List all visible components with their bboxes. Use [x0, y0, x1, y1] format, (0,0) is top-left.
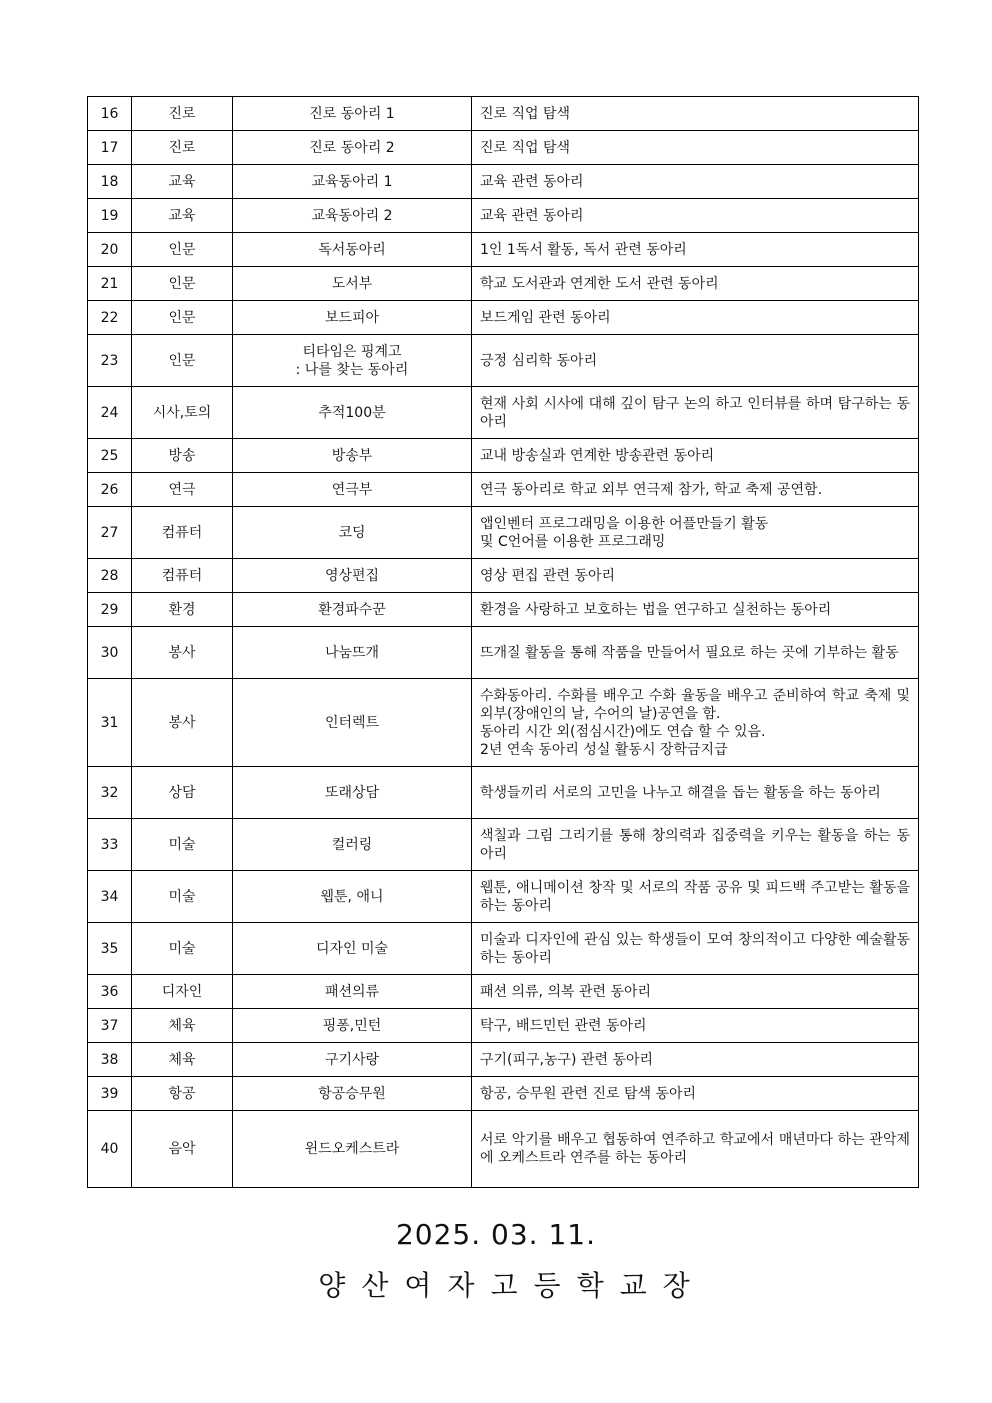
table-row — [88, 473, 919, 507]
row-club-name: 보드피아 — [233, 301, 472, 335]
table-row — [88, 679, 919, 767]
row-description: 영상 편집 관련 동아리 — [472, 559, 919, 593]
row-club-name: 독서동아리 — [233, 233, 472, 267]
document-date: 2025. 03. 11. — [395, 1218, 597, 1251]
row-club-name: 방송부 — [233, 439, 472, 473]
row-club-name: 컬러링 — [233, 819, 472, 871]
row-description: 구기(피구,농구) 관련 동아리 — [472, 1043, 919, 1077]
row-club-name: 또래상담 — [233, 767, 472, 819]
row-number: 22 — [88, 301, 132, 335]
row-description: 뜨개질 활동을 통해 작품을 만들어서 필요로 하는 곳에 기부하는 활동 — [472, 627, 919, 679]
row-description: 진로 직업 탐색 — [472, 131, 919, 165]
table-row — [88, 507, 919, 559]
row-category: 음악 — [132, 1111, 233, 1188]
row-number: 33 — [88, 819, 132, 871]
row-number: 37 — [88, 1009, 132, 1043]
table-row — [88, 335, 919, 387]
row-club-name: 인터렉트 — [233, 679, 472, 767]
row-number: 20 — [88, 233, 132, 267]
table-row — [88, 267, 919, 301]
row-description: 서로 악기를 배우고 협동하여 연주하고 학교에서 매년마다 하는 관악제에 오케스트라 연주를 하는 동아리 — [472, 1111, 919, 1188]
row-number: 19 — [88, 199, 132, 233]
row-number: 35 — [88, 923, 132, 975]
table-row — [88, 1111, 919, 1188]
row-description: 진로 직업 탐색 — [472, 97, 919, 131]
row-description: 학교 도서관과 연계한 도서 관련 동아리 — [472, 267, 919, 301]
row-number: 32 — [88, 767, 132, 819]
row-club-name: 영상편집 — [233, 559, 472, 593]
row-number: 26 — [88, 473, 132, 507]
row-club-name: 진로 동아리 1 — [233, 97, 472, 131]
table-row — [88, 97, 919, 131]
row-number: 36 — [88, 975, 132, 1009]
row-description: 환경을 사랑하고 보호하는 법을 연구하고 실천하는 동아리 — [472, 593, 919, 627]
row-category: 봉사 — [132, 627, 233, 679]
row-number: 27 — [88, 507, 132, 559]
table-row — [88, 439, 919, 473]
row-description: 앱인벤터 프로그래밍을 이용한 어플만들기 활동 및 C언어를 이용한 프로그래밍 — [472, 507, 919, 559]
row-number: 18 — [88, 165, 132, 199]
row-description: 교육 관련 동아리 — [472, 165, 919, 199]
row-number: 39 — [88, 1077, 132, 1111]
table-row — [88, 301, 919, 335]
row-category: 디자인 — [132, 975, 233, 1009]
row-category: 컴퓨터 — [132, 559, 233, 593]
row-club-name: 패션의류 — [233, 975, 472, 1009]
row-club-name: 연극부 — [233, 473, 472, 507]
table-row — [88, 975, 919, 1009]
row-number: 24 — [88, 387, 132, 439]
row-category: 미술 — [132, 819, 233, 871]
row-club-name: 핑퐁,민턴 — [233, 1009, 472, 1043]
row-club-name: 웹툰, 애니 — [233, 871, 472, 923]
row-description: 패션 의류, 의복 관련 동아리 — [472, 975, 919, 1009]
row-club-name: 진로 동아리 2 — [233, 131, 472, 165]
signer-name: 양산여자고등학교장 — [318, 1269, 706, 1302]
row-description: 긍정 심리학 동아리 — [472, 335, 919, 387]
row-number: 16 — [88, 97, 132, 131]
row-category: 컴퓨터 — [132, 507, 233, 559]
row-category: 미술 — [132, 923, 233, 975]
row-description: 현재 사회 시사에 대해 깊이 탐구 논의 하고 인터뷰를 하며 탐구하는 동아리 — [472, 387, 919, 439]
row-category: 진로 — [132, 97, 233, 131]
row-number: 28 — [88, 559, 132, 593]
row-club-name: 윈드오케스트라 — [233, 1111, 472, 1188]
row-club-name: 도서부 — [233, 267, 472, 301]
row-description: 보드게임 관련 동아리 — [472, 301, 919, 335]
row-description: 학생들끼리 서로의 고민을 나누고 해결을 돕는 활동을 하는 동아리 — [472, 767, 919, 819]
row-category: 봉사 — [132, 679, 233, 767]
table-row — [88, 593, 919, 627]
table-row — [88, 627, 919, 679]
row-category: 인문 — [132, 301, 233, 335]
row-club-name: 티타임은 핑계고 : 나를 찾는 동아리 — [233, 335, 472, 387]
row-club-name: 환경파수꾼 — [233, 593, 472, 627]
row-category: 인문 — [132, 335, 233, 387]
row-number: 30 — [88, 627, 132, 679]
table-row — [88, 1077, 919, 1111]
row-club-name: 나눔뜨개 — [233, 627, 472, 679]
table-row — [88, 199, 919, 233]
row-club-name: 디자인 미술 — [233, 923, 472, 975]
club-table — [87, 96, 919, 1188]
row-number: 34 — [88, 871, 132, 923]
row-category: 체육 — [132, 1043, 233, 1077]
row-description: 1인 1독서 활동, 독서 관련 동아리 — [472, 233, 919, 267]
row-number: 40 — [88, 1111, 132, 1188]
table-row — [88, 1043, 919, 1077]
table-row — [88, 233, 919, 267]
row-category: 상담 — [132, 767, 233, 819]
row-category: 시사,토의 — [132, 387, 233, 439]
row-number: 31 — [88, 679, 132, 767]
row-category: 체육 — [132, 1009, 233, 1043]
row-club-name: 교육동아리 2 — [233, 199, 472, 233]
table-row — [88, 923, 919, 975]
row-number: 21 — [88, 267, 132, 301]
row-description: 교육 관련 동아리 — [472, 199, 919, 233]
row-category: 진로 — [132, 131, 233, 165]
row-number: 17 — [88, 131, 132, 165]
table-row — [88, 165, 919, 199]
row-club-name: 구기사랑 — [233, 1043, 472, 1077]
row-number: 29 — [88, 593, 132, 627]
table-row — [88, 131, 919, 165]
row-club-name: 항공승무원 — [233, 1077, 472, 1111]
table-row — [88, 871, 919, 923]
row-category: 교육 — [132, 199, 233, 233]
row-club-name: 교육동아리 1 — [233, 165, 472, 199]
row-category: 인문 — [132, 267, 233, 301]
table-row — [88, 819, 919, 871]
row-category: 환경 — [132, 593, 233, 627]
row-category: 연극 — [132, 473, 233, 507]
table-row — [88, 767, 919, 819]
row-category: 방송 — [132, 439, 233, 473]
row-category: 미술 — [132, 871, 233, 923]
row-club-name: 추적100분 — [233, 387, 472, 439]
table-row — [88, 387, 919, 439]
table-row — [88, 1009, 919, 1043]
row-category: 교육 — [132, 165, 233, 199]
row-number: 23 — [88, 335, 132, 387]
row-category: 인문 — [132, 233, 233, 267]
row-number: 25 — [88, 439, 132, 473]
row-category: 항공 — [132, 1077, 233, 1111]
row-description: 연극 동아리로 학교 외부 연극제 참가, 학교 축제 공연함. — [472, 473, 919, 507]
table-row — [88, 559, 919, 593]
row-club-name: 코딩 — [233, 507, 472, 559]
row-description: 색칠과 그림 그리기를 통해 창의력과 집중력을 키우는 활동을 하는 동아리 — [472, 819, 919, 871]
row-description: 항공, 승무원 관련 진로 탐색 동아리 — [472, 1077, 919, 1111]
club-table-body — [88, 97, 919, 1188]
row-description: 미술과 디자인에 관심 있는 학생들이 모여 창의적이고 다양한 예술활동 하는 동아리 — [472, 923, 919, 975]
row-description: 수화동아리. 수화를 배우고 수화 율동을 배우고 준비하여 학교 축제 및 외부(장애인의 날, 수어의 날)공연을 함. 동아리 시간 외(점심시간)에도 연습 할 수 있음. 2년 연속 동아리 성실 활동시 장학금지급 — [472, 679, 919, 767]
row-description: 교내 방송실과 연계한 방송관련 동아리 — [472, 439, 919, 473]
row-number: 38 — [88, 1043, 132, 1077]
row-description: 탁구, 배드민턴 관련 동아리 — [472, 1009, 919, 1043]
row-description: 웹툰, 애니메이션 창작 및 서로의 작품 공유 및 피드백 주고받는 활동을 하는 동아리 — [472, 871, 919, 923]
